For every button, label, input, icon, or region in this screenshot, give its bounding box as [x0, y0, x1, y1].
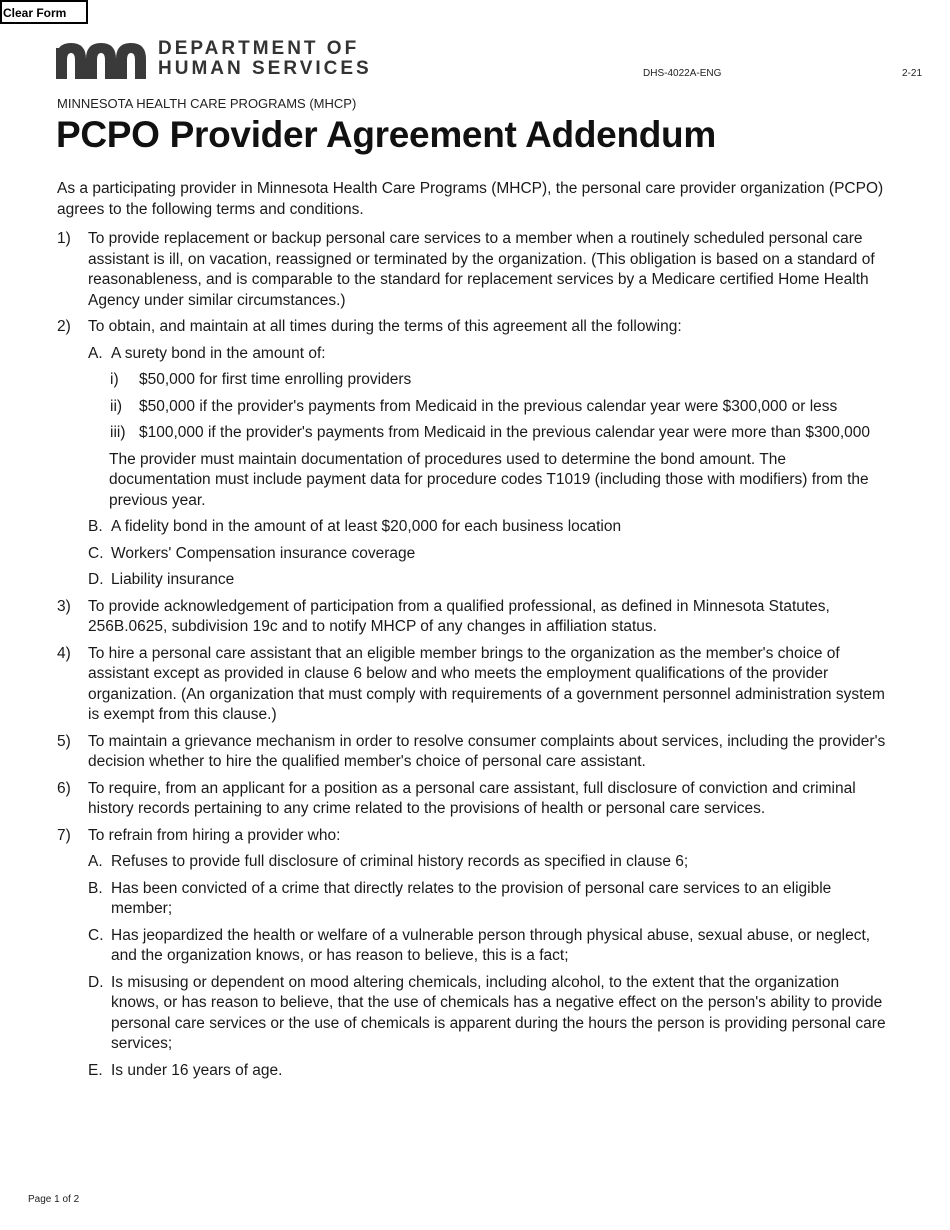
clause-2 — [57, 317, 887, 591]
clause-7-d — [88, 973, 887, 1055]
clause-text: To refrain from hiring a provider who: — [88, 826, 341, 844]
sub-text: Has jeopardized the health or welfare of a vulnerable person through physical abuse, sexual abuse, or neglect, and the organization knows, or has reason to believe, this is a fact; — [111, 926, 871, 964]
clause-number: 7) — [57, 826, 71, 844]
roman-number: ii) — [110, 397, 123, 415]
page-title: PCPO Provider Agreement Addendum — [56, 114, 716, 155]
sub-text: Workers' Compensation insurance coverage — [111, 544, 416, 562]
sub-letter: C. — [88, 926, 104, 944]
clause-text: To provide replacement or backup personal care services to a member when a routinely scheduled personal care assistant is ill, on vacation, reassigned or terminated by the organization. (This obligation is based on a standard of reasonableness, and is comparable to the standard for replacement services by a Medicare certified Home Health Agency under similar circumstances.) — [88, 230, 875, 309]
clause-text: To require, from an applicant for a position as a personal care assistant, full disclosure of conviction and criminal history records pertaining to any crime related to the provisions of health or personal care services. — [88, 779, 856, 817]
clause-number: 2) — [57, 318, 71, 335]
page-number: Page 1 of 2 — [28, 1194, 80, 1205]
clause-text: To obtain, and maintain at all times during the terms of this agreement all the following: — [88, 318, 682, 335]
clause-7-a — [88, 852, 887, 873]
sub-text: Is misusing or dependent on mood altering chemicals, including alcohol, to the extent that the organization knows, or has reason to believe, that the use of chemicals has a negative effect on the person's ability to provide personal care services or the use of chemicals is apparent during the hours the person is providing personal care services; — [111, 973, 886, 1052]
clause-number: 1) — [57, 230, 71, 247]
roman-text: $50,000 if the provider's payments from Medicaid in the previous calendar year were $300,000 or less — [139, 397, 838, 415]
clause-1 — [57, 229, 887, 311]
mn-logo-mark-icon — [56, 39, 146, 79]
roman-text: $50,000 for first time enrolling providers — [139, 371, 412, 388]
sub-letter: A. — [88, 344, 103, 362]
clause-7-b — [88, 879, 887, 920]
sub-letter: E. — [88, 1061, 103, 1079]
intro-paragraph: As a participating provider in Minnesota Health Care Programs (MHCP), the personal care provider organization (PCPO) agrees to the following terms and conditions. — [57, 180, 884, 218]
clause-number: 4) — [57, 644, 71, 662]
form-date: 2-21 — [901, 68, 922, 79]
clause-number: 6) — [57, 779, 71, 797]
sub-letter: B. — [88, 518, 103, 535]
sub-text: Has been convicted of a crime that directly relates to the provision of personal care services to an eligible member; — [111, 879, 832, 917]
sub-text: A surety bond in the amount of: — [111, 344, 326, 362]
clause-2-c — [88, 544, 887, 565]
sub-letter: D. — [88, 973, 104, 991]
clause-2-a-iii — [110, 423, 887, 444]
bond-note: The provider must maintain documentation of procedures used to determine the bond amount. The documentation must include payment data for procedure codes T1019 (including those with modifiers) from the previous year. — [109, 450, 869, 509]
logo-line-2: HUMAN SERVICES — [158, 58, 372, 79]
sub-text: A fidelity bond in the amount of at least $20,000 for each business location — [111, 518, 622, 535]
clause-7 — [57, 826, 887, 1082]
clause-text: To provide acknowledgement of participation from a qualified professional, as defined in Minnesota Statutes, 256B.0625, subdivision 19c and to notify MHCP of any changes in affiliation status. — [88, 597, 830, 635]
sub-text: Is under 16 years of age. — [111, 1061, 283, 1079]
clause-text: To maintain a grievance mechanism in order to resolve consumer complaints about services, including the provider's decision whether to hire the qualified member's choice of personal care assistant. — [88, 732, 886, 770]
clause-2-a — [88, 344, 887, 365]
clause-2-a-i — [110, 370, 887, 391]
sub-letter: C. — [88, 544, 104, 562]
logo-wordmark — [158, 39, 372, 79]
roman-number: iii) — [110, 424, 126, 441]
clause-number: 5) — [57, 732, 71, 750]
clause-2-d — [88, 570, 887, 591]
clause-6 — [57, 779, 887, 820]
program-name: MINNESOTA HEALTH CARE PROGRAMS (MHCP) — [57, 96, 357, 111]
clause-7-c — [88, 926, 887, 967]
logo-line-1: DEPARTMENT OF — [158, 38, 360, 59]
clear-form-button[interactable]: Clear Form — [0, 0, 88, 24]
sub-text: Liability insurance — [111, 571, 235, 588]
sub-text: Refuses to provide full disclosure of criminal history records as specified in clause 6; — [111, 853, 689, 870]
sub-letter: A. — [88, 853, 103, 870]
clause-text: To hire a personal care assistant that an eligible member brings to the organization as the member's choice of assistant except as provided in clause 6 below and who meets the employment qualifications of the provider organization. (An organization that must comply with requirements of a government personnel administration system is exempt from this clause.) — [88, 644, 885, 723]
clause-2-a-ii — [110, 397, 887, 418]
clause-number: 3) — [57, 597, 71, 615]
roman-number: i) — [110, 371, 119, 388]
sub-letter: B. — [88, 879, 103, 897]
clause-2-b — [88, 517, 887, 538]
clause-7-e — [88, 1061, 887, 1082]
clause-5 — [57, 732, 887, 773]
clause-4 — [57, 644, 887, 726]
dhs-logo — [56, 39, 372, 79]
agreement-body — [57, 179, 887, 1087]
roman-text: $100,000 if the provider's payments from Medicaid in the previous calendar year were more than $300,000 — [139, 424, 871, 441]
clause-3 — [57, 597, 887, 638]
sub-letter: D. — [88, 571, 104, 588]
form-code: DHS-4022A-ENG — [643, 68, 722, 79]
